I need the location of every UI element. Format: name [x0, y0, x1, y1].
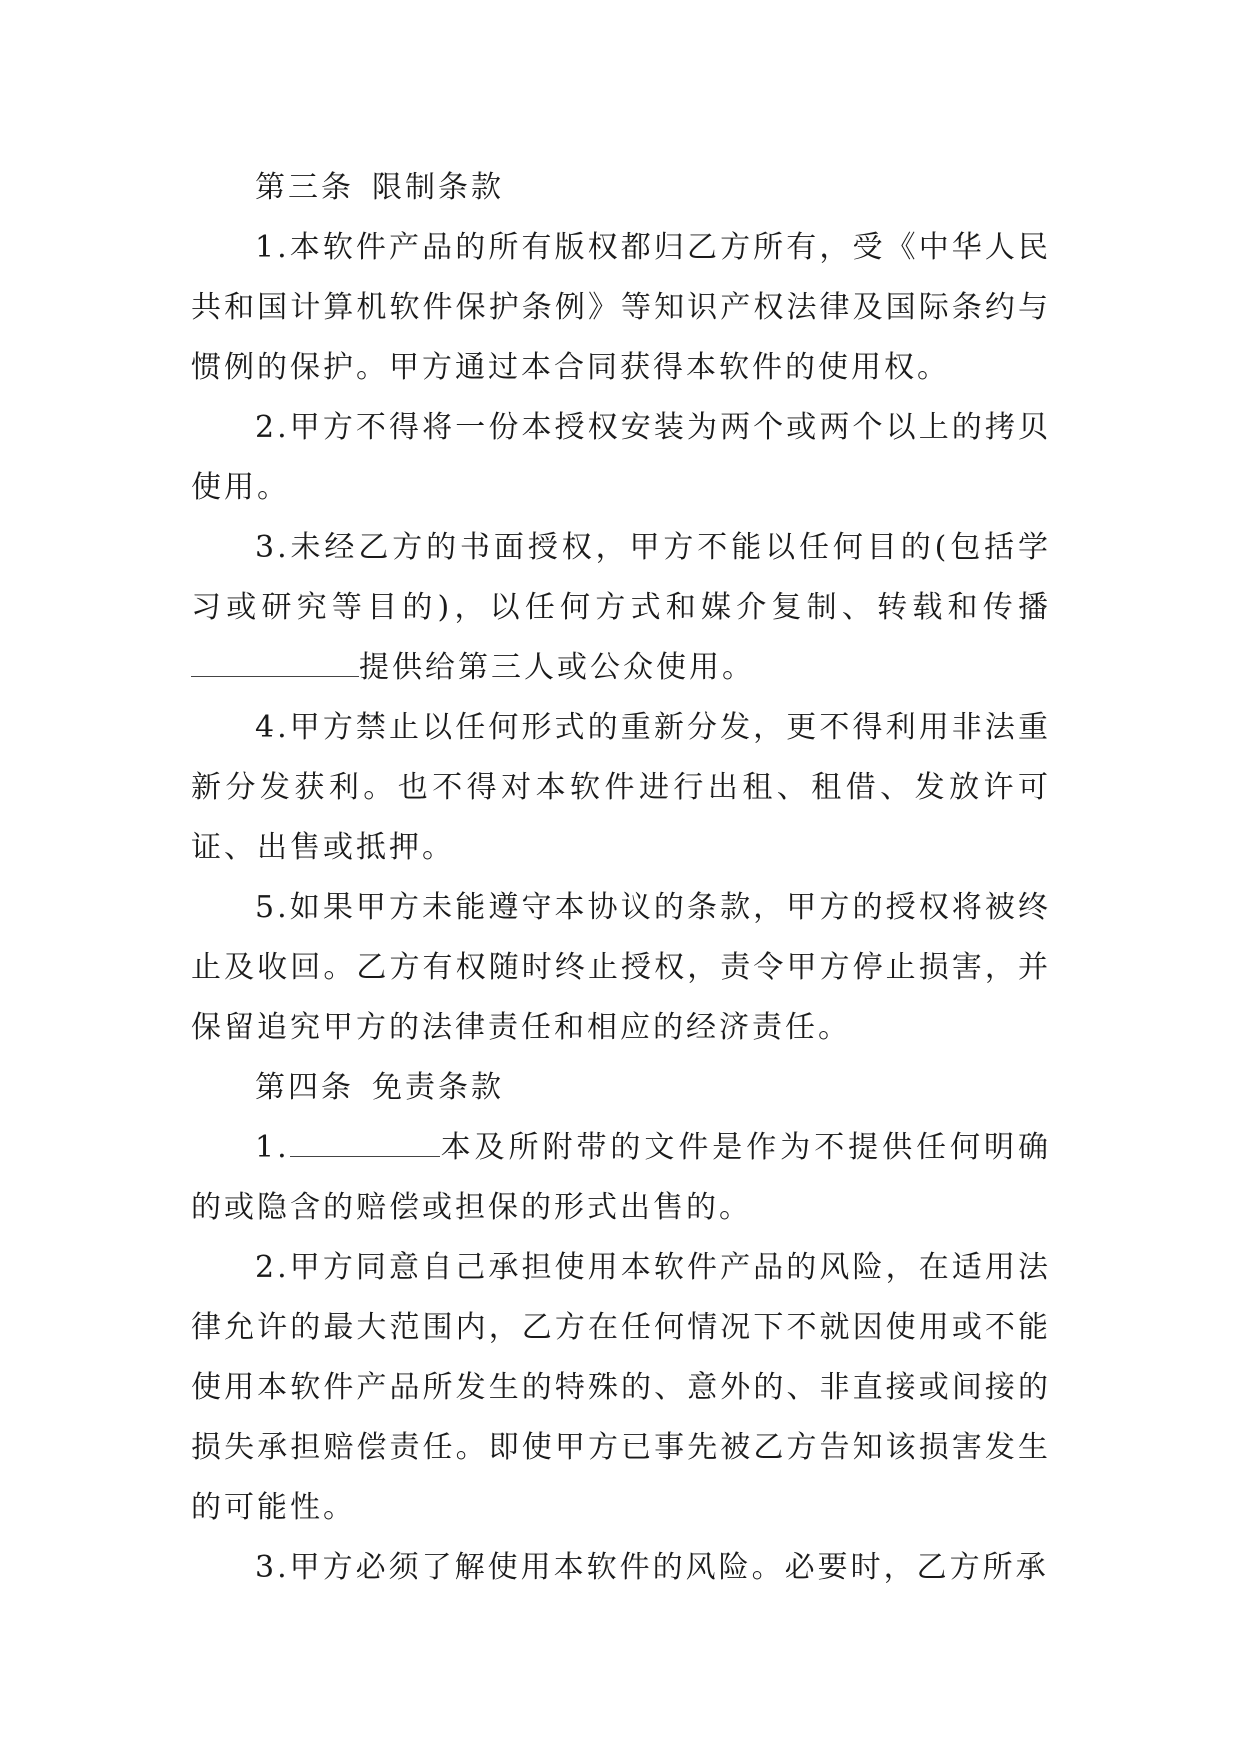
fill-in-blank: [290, 1130, 440, 1157]
article-4-clause-1-text: 本及所附带的文件是作为不提供任何明确的或隐含的赔偿或担保的形式出售的。: [191, 1130, 1051, 1225]
article-3-heading: [191, 158, 1051, 218]
article-4-number: 第四条: [255, 1070, 354, 1105]
article-4-heading: [191, 1058, 1051, 1118]
article-3-clause-5: 5.如果甲方未能遵守本协议的条款，甲方的授权将被终止及收回。乙方有权随时终止授权，责令甲方停止损害，并保留追究甲方的法律责任和相应的经济责任。: [191, 890, 1051, 1045]
article-3-clause-3-tail: 提供给第三人或公众使用。: [359, 650, 755, 685]
article-3-title: 限制条款: [372, 170, 504, 205]
article-4-clause-1-number: 1.: [255, 1130, 290, 1165]
article-3-number: 第三条: [255, 170, 354, 205]
contract-body: [191, 158, 1051, 1598]
fill-in-blank: [191, 650, 359, 677]
article-3-clause-4: 4.甲方禁止以任何形式的重新分发，更不得利用非法重新分发获利。也不得对本软件进行出租、租借、发放许可证、出售或抵押。: [191, 710, 1051, 865]
article-4-clause-2: 2.甲方同意自己承担使用本软件产品的风险，在适用法律允许的最大范围内，乙方在任何情况下不就因使用或不能使用本软件产品所发生的特殊的、意外的、非直接或间接的损失承担赔偿责任。即使甲方已事先被乙方告知该损害发生的可能性。: [191, 1250, 1051, 1525]
article-4-clause-3: 3.甲方必须了解使用本软件的风险。必要时，乙方所承: [255, 1550, 1049, 1585]
article-4-title: 免责条款: [372, 1070, 504, 1105]
article-3-clause-1: 1.本软件产品的所有版权都归乙方所有，受《中华人民共和国计算机软件保护条例》等知识产权法律及国际条约与惯例的保护。甲方通过本合同获得本软件的使用权。: [191, 230, 1051, 385]
article-3-clause-2: 2.甲方不得将一份本授权安装为两个或两个以上的拷贝使用。: [191, 410, 1051, 505]
article-4-clause-1: [191, 1118, 1051, 1238]
article-3-clause-3-text: 3.未经乙方的书面授权，甲方不能以任何目的(包括学习或研究等目的)，以任何方式和媒介复制、转载和传播: [191, 530, 1051, 625]
article-3-clause-3: [191, 518, 1051, 698]
